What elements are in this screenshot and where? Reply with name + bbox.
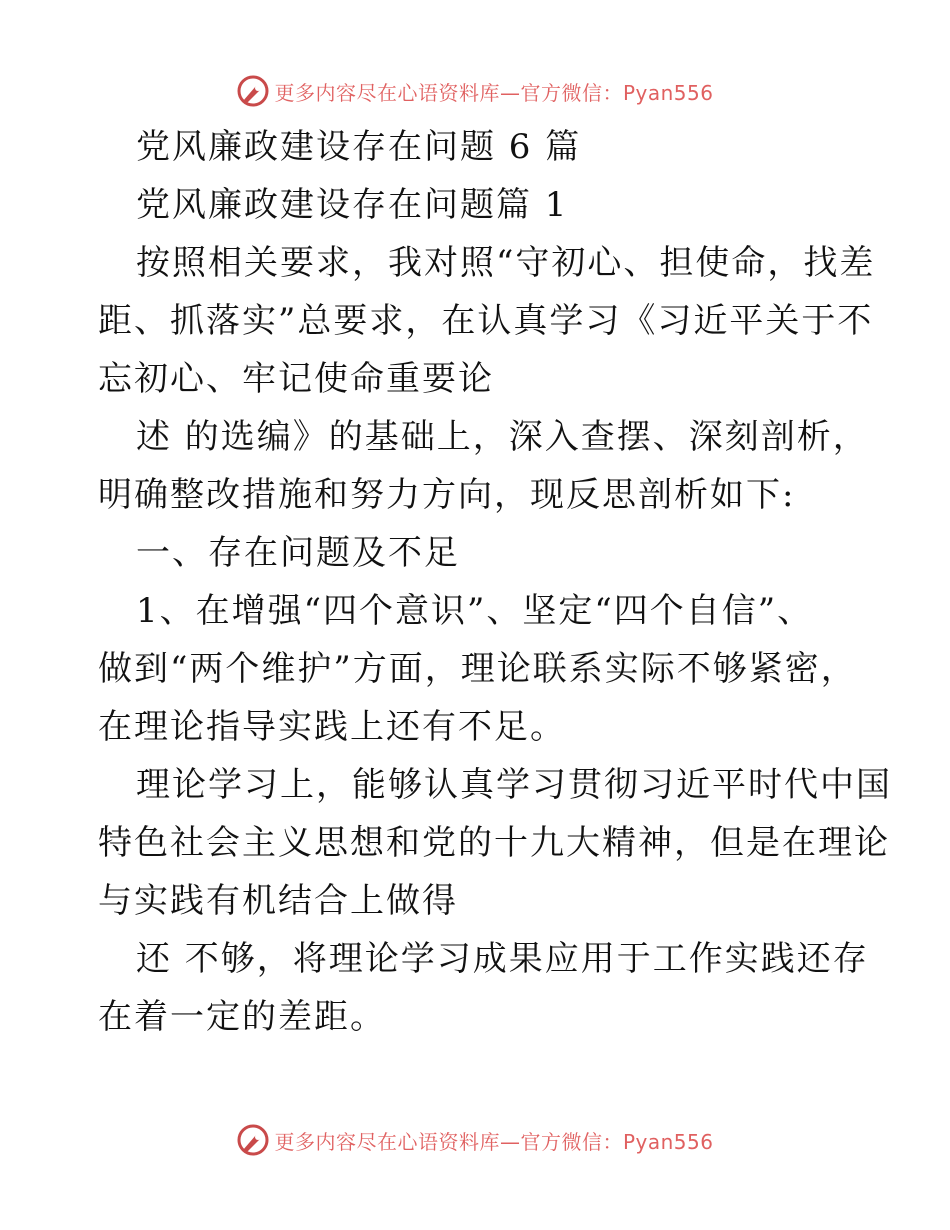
paragraph-line: 与实践有机结合上做得 <box>98 881 458 921</box>
document-title: 党风廉政建设存在问题 6 篇 <box>136 127 582 167</box>
paragraph-line: 做到“两个维护”方面，理论联系实际不够紧密， <box>98 649 857 689</box>
paragraph-line: 忘初心、牢记使命重要论 <box>98 359 494 399</box>
paragraph-line: 1、在增强“四个意识”、坚定“四个自信”、 <box>136 591 814 631</box>
paragraph-line: 述 的选编》的基础上，深入查摆、深刻剖析， <box>136 417 869 457</box>
document-body <box>98 118 892 1046</box>
section-heading: 一、存在问题及不足 <box>136 533 460 573</box>
paragraph-line: 在着一定的差距。 <box>98 997 386 1037</box>
paragraph-line: 距、抓落实”总要求，在认真学习《习近平关于不 <box>98 301 874 341</box>
pen-nib-logo-icon <box>236 1123 270 1157</box>
footer-watermark <box>0 1120 950 1160</box>
document-subtitle: 党风廉政建设存在问题篇 1 <box>136 185 569 225</box>
header-watermark <box>0 71 950 111</box>
paragraph-line: 还 不够，将理论学习成果应用于工作实践还存 <box>136 939 869 979</box>
paragraph-line: 特色社会主义思想和党的十九大精神，但是在理论 <box>98 823 890 863</box>
watermark-text: 更多内容尽在心语资料库—官方微信：Pyan556 <box>274 1129 714 1154</box>
paragraph-line: 明确整改措施和努力方向，现反思剖析如下: <box>98 475 796 515</box>
paragraph-line: 按照相关要求，我对照“守初心、担使命，找差 <box>136 243 876 283</box>
watermark-text: 更多内容尽在心语资料库—官方微信：Pyan556 <box>274 80 714 105</box>
pen-nib-logo-icon <box>236 74 270 108</box>
paragraph-line: 理论学习上，能够认真学习贯彻习近平时代中国 <box>136 765 892 805</box>
paragraph-line: 在理论指导实践上还有不足。 <box>98 707 566 747</box>
